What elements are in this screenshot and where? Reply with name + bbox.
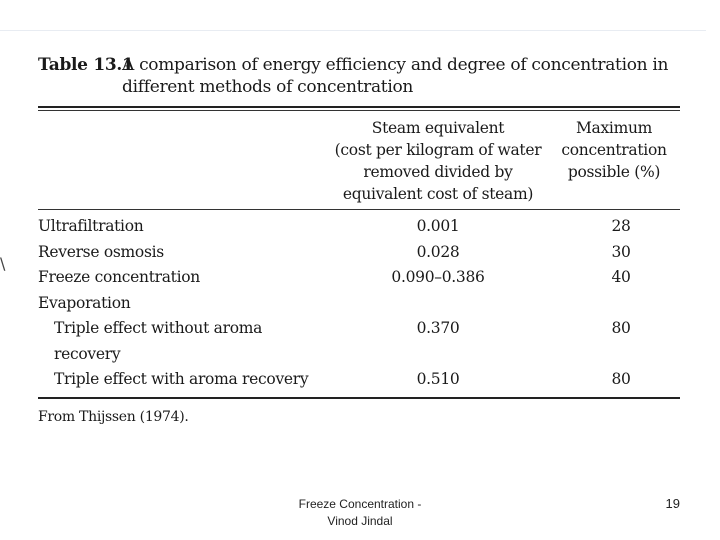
- table-row: [38, 367, 680, 393]
- cell-steam: 0.028: [416, 242, 460, 261]
- cell-max: 80: [611, 319, 631, 337]
- header-max-line: possible (%): [567, 163, 661, 181]
- table-caption-text: A comparison of energy efficiency and degree of concentration in different methods of concentration: [122, 55, 669, 97]
- cell-method: Evaporation: [38, 293, 131, 312]
- table-row: [38, 291, 680, 317]
- table-row: [38, 214, 680, 240]
- table-bottom-rule: [38, 397, 680, 399]
- table-source: From Thijssen (1974).: [38, 408, 189, 425]
- cell-steam: 0.510: [416, 370, 460, 388]
- header-steam-line: (cost per kilogram of water: [334, 141, 542, 159]
- cell-max: 80: [611, 370, 631, 388]
- cell-steam: [328, 291, 548, 317]
- table-header: [38, 111, 680, 205]
- header-max-line: concentration: [561, 141, 667, 159]
- cell-max: 28: [611, 217, 631, 235]
- cell-steam: 0.090–0.386: [391, 268, 485, 286]
- table-label: Table 13.1: [38, 55, 134, 75]
- header-steam-line: equivalent cost of steam): [342, 185, 534, 203]
- header-steam-equivalent: [328, 117, 548, 205]
- table-caption: [38, 54, 680, 98]
- table-top-rule: [38, 106, 680, 108]
- cell-steam: 0.001: [416, 217, 460, 235]
- header-steam-line: Steam equivalent: [371, 119, 505, 137]
- cell-method: Reverse osmosis: [38, 242, 164, 261]
- table-body: [38, 210, 680, 397]
- header-divider: [0, 30, 706, 31]
- slide-footer: [260, 496, 460, 530]
- header-max-concentration: [548, 117, 680, 205]
- table-row: [38, 316, 680, 367]
- header-steam-line: removed divided by: [363, 163, 513, 181]
- page-number: 19: [665, 496, 680, 511]
- cell-max: [548, 291, 680, 317]
- table-row: [38, 265, 680, 291]
- cell-method: Triple effect with aroma recovery: [54, 370, 309, 388]
- edge-mark: \: [0, 254, 6, 273]
- cell-max: 30: [611, 242, 631, 261]
- cell-max: 40: [611, 268, 631, 286]
- header-method: [38, 117, 328, 205]
- comparison-table: [38, 54, 680, 425]
- table-row: [38, 240, 680, 266]
- cell-method: Triple effect without aroma recovery: [54, 319, 263, 363]
- cell-method: Freeze concentration: [38, 268, 200, 286]
- cell-method: Ultrafiltration: [38, 217, 144, 235]
- header-max-line: Maximum: [575, 119, 653, 137]
- cell-steam: 0.370: [416, 319, 460, 337]
- footer-title: Freeze Concentration -: [298, 497, 422, 511]
- footer-author: Vinod Jindal: [327, 514, 393, 528]
